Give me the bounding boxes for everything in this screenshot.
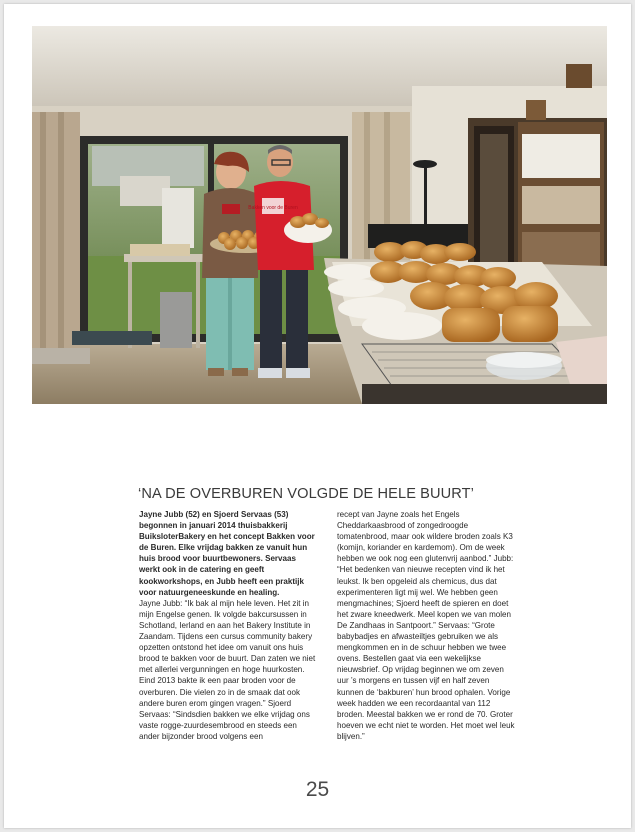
apron-logo-text: Bakken voor de Buren	[248, 205, 298, 211]
text-column-right	[337, 509, 517, 742]
article-heading: ‘NA DE OVERBUREN VOLGDE DE HELE BUURT’	[138, 486, 475, 502]
article-body-left: Jayne Jubb: “Ik bak al mijn hele leven. Het zit in mijn Engelse genen. Ik volgde bakcursussen in Schotland, Ierland en aan het Bakery Institute in Zaandam. Tijdens een cursus community bakery opzetten ontstond het idee om vanuit ons huis brood te bakken voor de buurt. Dan zaten we niet met allerlei vergunningen en hoge huurkosten. Eind 2013 bakte ik een paar broden voor de overburen. Die vielen zo in de smaak dat ook andere buren erom gingen vragen.” Sjoerd Servaas: “Sindsdien bakken we elke vrijdag ons vaste rogge-zuurdesembrood en steeds een ander bijzonder brood volgens een	[139, 598, 316, 741]
kitchen-bakers-photo	[32, 26, 607, 404]
article-body-right: recept van Jayne zoals het Engels Cheddarkaasbrood of zongedroogde tomatenbrood, maar ook wildere broden zoals K3 (komijn, koriander en kardemom). Om de week hebben we ook nog een glutenvrij aanbod.” Jubb: “Het bedenken van nieuwe recepten vind ik het leukst. Ik ben opgeleid als chemicus, dus dat experimenteren ligt mij wel. We hebben geen mengmachines; Sjoerd heeft de spieren en doet het zware kneedwerk. Meel kopen we van molen De Zandhaas in Santpoort.” Servaas: “Grote babybadjes en afwasteiltjes gebruiken we als mengkommen en in de schuur hebben we twee ovens. Bestellen gaat via een wekelijkse nieuwsbrief. Op vrijdag beginnen we om zeven uur ’s morgens en tussen vijf en half zeven kunnen de ‘bakburen’ hun brood ophalen. Vorige week hadden we een recordaantal van 112 broden. Meestal bakken we er rond de 70. Groter hoeven we echt niet te worden. Het moet wel leuk blijven.”	[337, 510, 515, 741]
magazine-page	[4, 4, 631, 828]
page-number: 25	[305, 778, 330, 801]
text-column-left	[139, 509, 319, 742]
article-photo	[32, 26, 607, 404]
article-intro: Jayne Jubb (52) en Sjoerd Servaas (53) begonnen in januari 2014 thuisbakkerij BuiksloterBakery en het concept Bakken voor de Buren. Elke vrijdag bakken ze vanuit hun huis brood voor buurtbewoners. Servaas werkt ook in de catering en geeft kookworkshops, en Jubb heeft een praktijk voor natuurgeneeskunde en healing.	[139, 510, 315, 597]
